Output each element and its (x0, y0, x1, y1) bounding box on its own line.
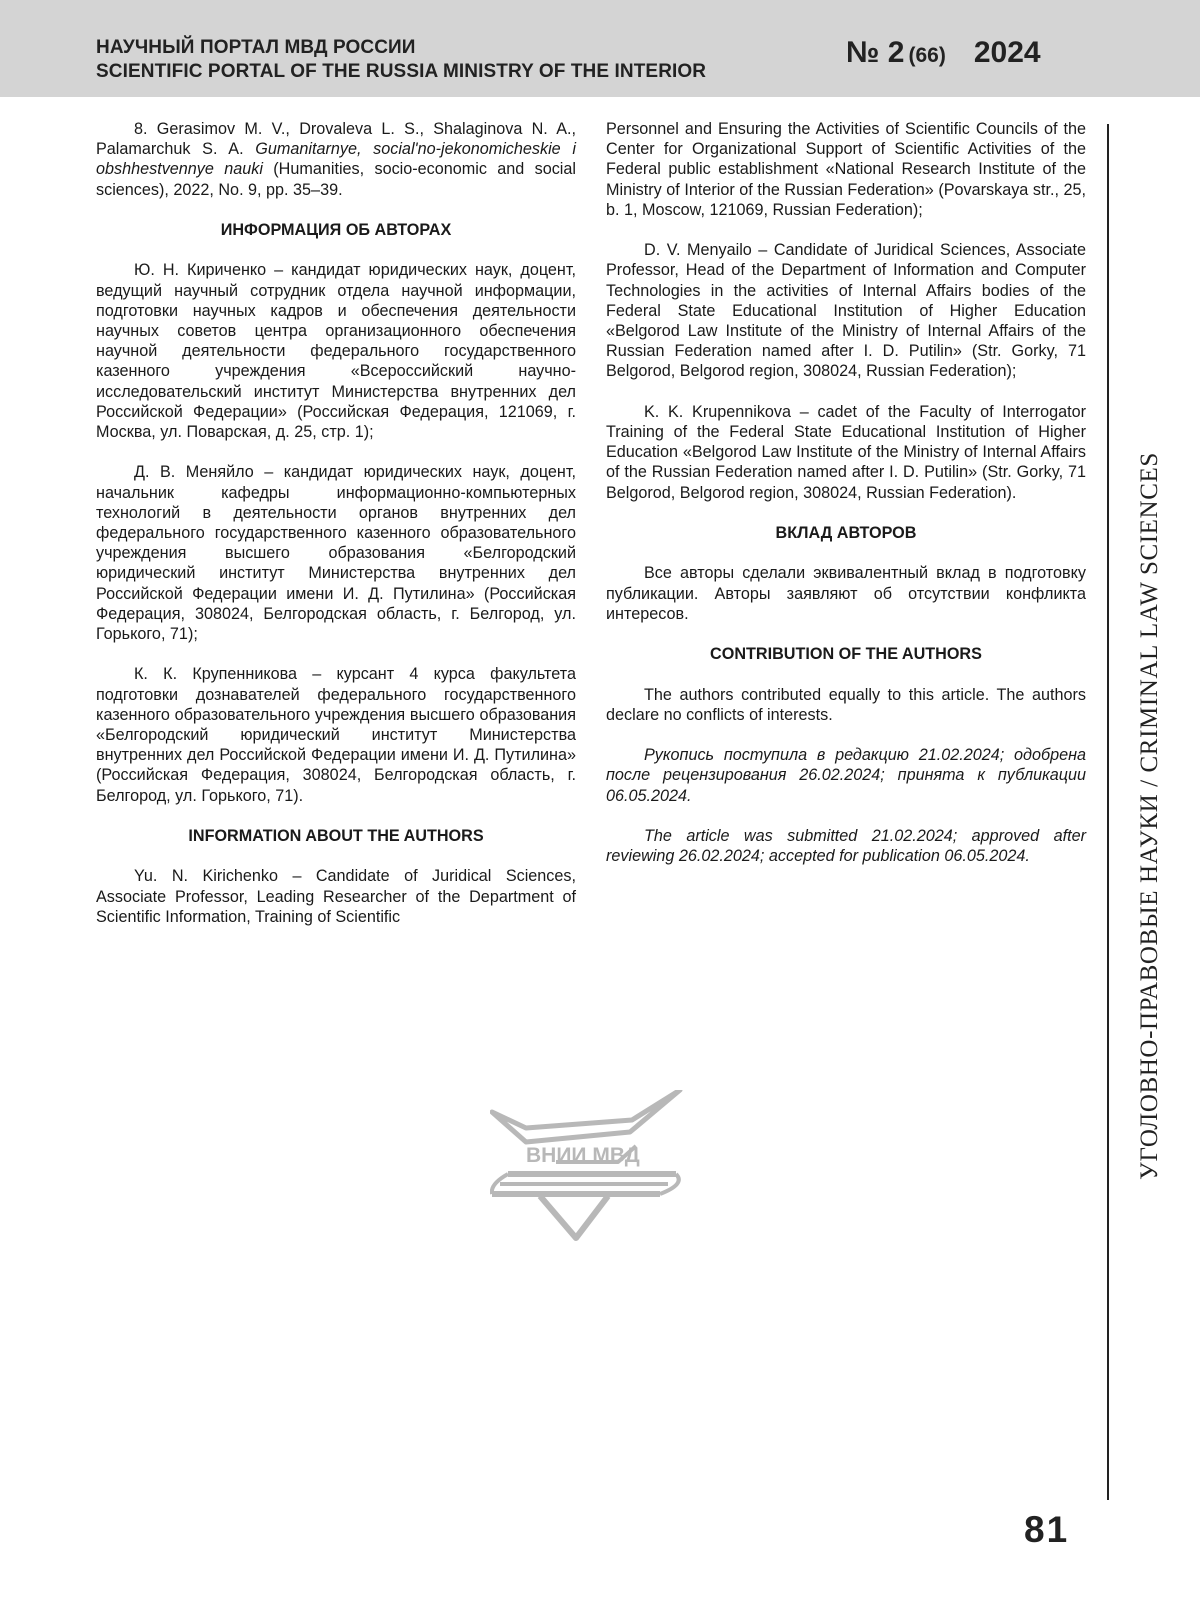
page-number: 81 (1024, 1509, 1070, 1550)
heading-authors-info-en: INFORMATION ABOUT THE AUTHORS (188, 827, 484, 846)
heading-contribution-ru: ВКЛАД АВТОРОВ (775, 524, 917, 543)
issue-info (846, 36, 1041, 70)
heading-authors-info-ru: ИНФОРМАЦИЯ ОБ АВТОРАХ (220, 221, 452, 239)
left-column (96, 119, 576, 947)
contribution-en: The authors contributed equally to this article. The authors declare no conflicts of interests. (606, 685, 1086, 724)
issue-volume: (66) (908, 44, 946, 67)
journal-header (0, 0, 1200, 97)
submission-dates-en: The article was submitted 21.02.2024; approved after reviewing 26.02.2024; accepted for publication 06.05.2024. (606, 826, 1086, 866)
author-menyailo-ru: Д. В. Меняйло – кандидат юридических наук, доцент, начальник кафедры информационно-компьютерных технологий в деятельности органов внутренних дел федерального государственного казенного образовательного учреждения высшего образования «Белгородский юридический институт Министерства внутренних дел Российской Федерации имени И. Д. Путилина» (Российская Федерация, 308024, Белгородская область, г. Белгород, ул. Горького, 71); (96, 463, 576, 644)
logo-text: ВНИИ МВД (526, 1144, 640, 1167)
author-krupennikova-en: K. K. Krupennikova – cadet of the Faculty of Interrogator Training of the Federal State Educational Institution of Higher Education «Belgorod Law Institute of the Ministry of Internal Affairs of the Russian Federation named after I. D. Putilin» (Str. Gorky, 71 Belgorod, Belgorod region, 308024, Russian Federation). (606, 402, 1086, 502)
submission-dates-ru: Рукопись поступила в редакцию 21.02.2024; одобрена после рецензирования 26.02.2024; принята к публикации 06.05.2024. (606, 746, 1086, 805)
running-title-vertical: УГОЛОВНО-ПРАВОВЫЕ НАУКИ / CRIMINAL LAW SCIENCES (1136, 452, 1163, 1180)
author-kirichenko-en-cont: Personnel and Ensuring the Activities of Scientific Councils of the Center for Organizational Support of Scientific Activities of the Federal public establishment «National Research Institute of the Ministry of Interior of the Russian Federation» (Povarskaya str., 25, b. 1, Moscow, 121069, Russian Federation); (606, 120, 1086, 219)
author-menyailo-en: D. V. Menyailo – Candidate of Juridical Sciences, Associate Professor, Head of the Department of Information and Computer Technologies in the activities of Internal Affairs bodies of the Federal State Educational Institution of Higher Education «Belgorod Law Institute of the Ministry of Internal Affairs of the Russian Federation named after I. D. Putilin» (Str. Gorky, 71 Belgorod, Belgorod region, 308024, Russian Federation); (606, 241, 1086, 381)
vnii-mvd-logo-icon (490, 1090, 700, 1255)
side-rule (1107, 124, 1109, 1500)
journal-title-ru: НАУЧНЫЙ ПОРТАЛ МВД РОССИИ (96, 37, 416, 58)
contribution-ru: Все авторы сделали эквивалентный вклад в подготовку публикации. Авторы заявляют об отсутствии конфликта интересов. (606, 564, 1086, 623)
author-krupennikova-ru: К. К. Крупенникова – курсант 4 курса факультета подготовки дознавателей федерального государственного казенного образовательного учреждения высшего образования «Белгородский юридический институт Министерства внутренних дел Российской Федерации имени И. Д. Путилина» (Российская Федерация, 308024, Белгородская область, г. Белгород, ул. Горького, 71). (96, 665, 576, 805)
issue-year: 2024 (973, 36, 1041, 69)
heading-contribution-en: CONTRIBUTION OF THE AUTHORS (710, 645, 982, 664)
right-column (606, 119, 1086, 887)
journal-title-en: SCIENTIFIC PORTAL OF THE RUSSIA MINISTRY OF THE INTERIOR (96, 61, 707, 82)
issue-number: № 2 (846, 36, 905, 69)
author-kirichenko-ru: Ю. Н. Кириченко – кандидат юридических наук, доцент, ведущий научный сотрудник отдела научной информации, подготовки научных кадров и обеспечения деятельности научных советов центра организационного обеспечения научной деятельности федерального государственного казенного учреждения «Всероссийский научно-исследовательский институт Министерства внутренних дел Российской Федерации» (Российская Федерация, 121069, г. Москва, ул. Поварская, д. 25, стр. 1); (96, 261, 576, 442)
reference-8: 8. Gerasimov M. V., Drovaleva L. S., Shalaginova N. A., Palamarchuk S. A. Gumanitarnye, social'no-jekonomicheskie i obshhestvennye nauki (Humanities, socio-economic and social sciences), 2022, No. 9, pp. 35–39. (96, 120, 576, 199)
author-kirichenko-en: Yu. N. Kirichenko – Candidate of Juridical Sciences, Associate Professor, Leading Researcher of the Department of Scientific Information, Training of Scientific (96, 867, 576, 926)
